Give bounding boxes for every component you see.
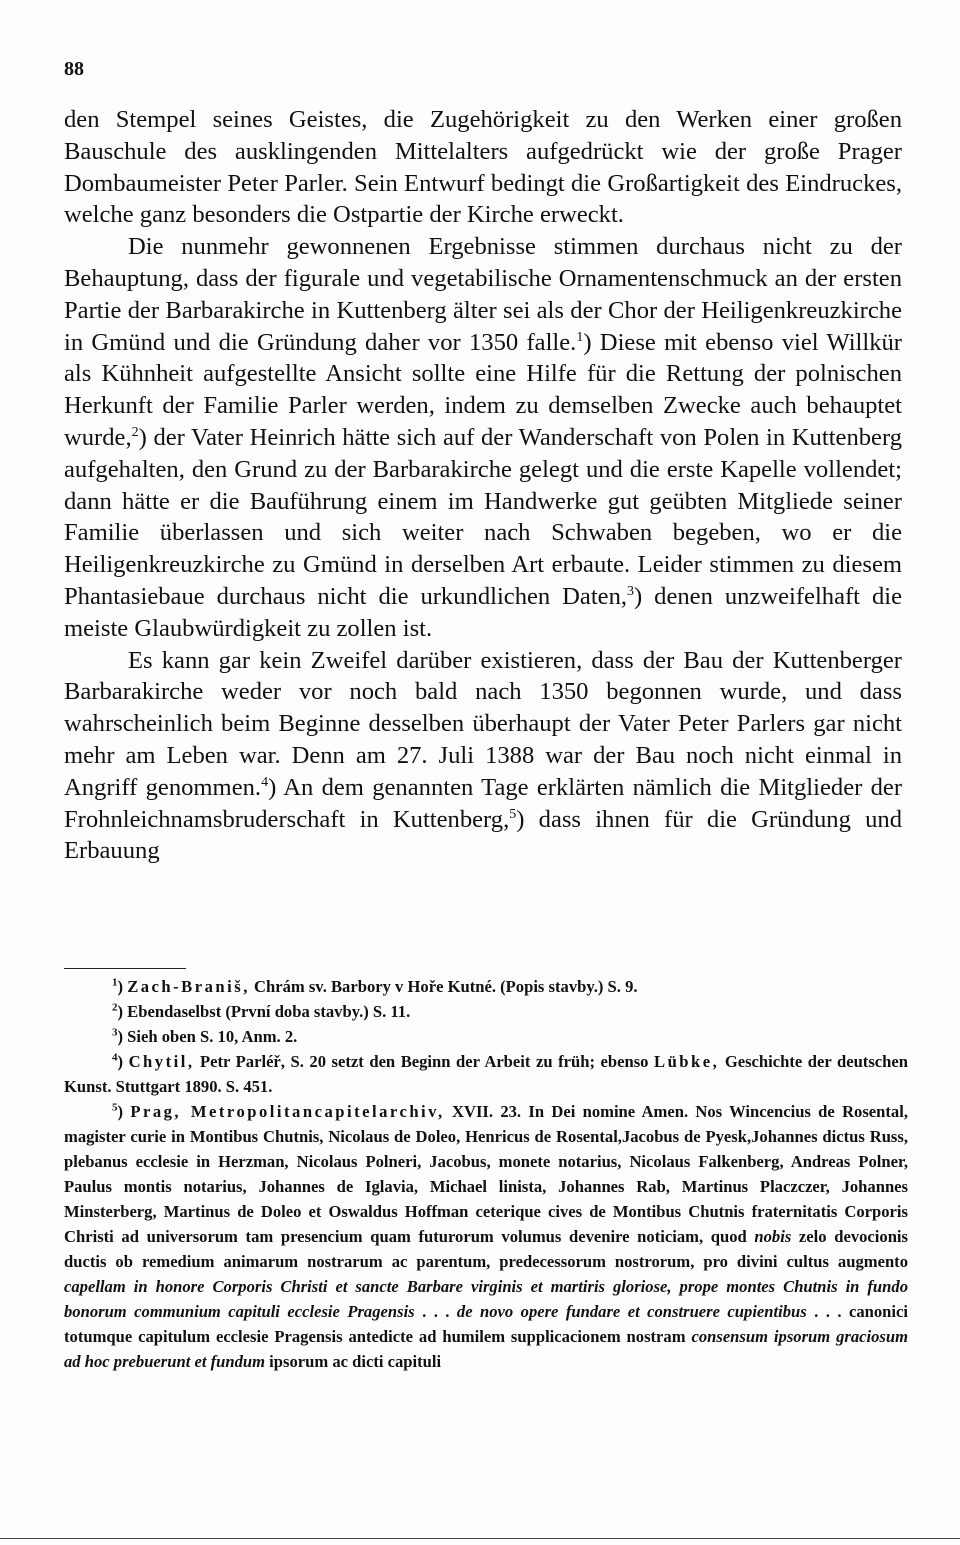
italic-quote: capellam in honore Corporis Christi et sancte Barbare virginis et martiris gloriose, prope montes Chutnis in fundo bonorum communium capituli ecclesie Pragensis [64,1277,908,1321]
footnote [64,1049,908,1099]
paragraph [64,231,902,644]
footnotes-section [64,974,908,1374]
author-name: Lübke, [654,1052,720,1071]
author-name: Zach-Braniš, [127,977,250,996]
text-run: Es kann gar kein Zweifel darüber existieren, dass der Bau der Kuttenberger Barbarakirche weder vor noch bald nach 1350 begonnen wurde, und dass wahrscheinlich beim Beginne desselben überhaupt der Vater Peter Parlers gar nicht mehr am Leben war. Denn am 27. Juli 1388 war der Bau noch nicht einmal in Angriff genommen. [64,646,902,801]
text-run: Geschichte der deutschen Kunst. Stuttgart 1890. S. 451. [64,1052,908,1096]
text-run: ) Diese mit ebenso viel Willkür als Kühnheit aufgestellte Ansicht sollte eine Hilfe für die Rettung der polnischen Herkunft der Familie Parler werden, indem zu demselben Zwecke auch behauptet wurde, [64,328,902,451]
footnote [64,974,908,999]
footnote [64,1024,908,1049]
footnote-reference: 5 [112,1101,118,1114]
footnote-reference: 2 [131,424,139,440]
footnote-separator [64,968,186,969]
text-run: ) dass ihnen für die Gründung und Erbauung [64,805,902,865]
text-run: zelo devocionis ductis ob remedium animarum nostrarum ac parentum, predecessorum nostrorum, pro divini cultus augmento [64,1227,908,1271]
paragraph [64,645,902,868]
text-run: Chrám sv. Barbory v Hoře Kutné. (Popis stavby.) S. 9. [249,977,638,996]
text-run: ) [117,1102,131,1121]
text-run: ) Sieh oben S. 10, Anm. 2. [117,1027,298,1046]
italic-quote: de novo opere fundare et construere cupientibus [456,1302,807,1321]
text-run: ipsorum ac dicti capituli [265,1352,442,1371]
italic-quote: nobis [754,1227,792,1246]
text-run: ) denen unzweifelhaft die meiste Glaubwürdigkeit zu zollen ist. [64,582,903,642]
footnote-reference: 4 [261,774,269,790]
text-run: ) der Vater Heinrich hätte sich auf der Wanderschaft von Polen in Kuttenberg aufgehalten, den Grund zu der Barbarakirche gelegt und die erste Kapelle vollendet; dann hätte er die Bauführung einem im Handwerke gut geübten Mitgliede seiner Familie überlassen und sich weiter nach Schwaben begeben, wo er die Heiligenkreuzkirche zu Gmünd in derselben Art erbaute. Leider stimmen zu diesem Phantasiebaue durchaus nicht die urkundlichen Daten, [64,423,902,610]
page-number: 88 [64,58,84,80]
footnote [64,999,908,1024]
author-name: Prag, Metropolitancapitelarchiv, [130,1102,445,1121]
text-run: ) [117,977,128,996]
text-run: . . . canonici totumque capitulum ecclesie Pragensis antedicte ad humilem supplicacionem nostram [64,1302,908,1346]
footnote [64,1099,908,1374]
footnote-reference: 3 [627,583,635,599]
text-run: Petr Parléř, S. 20 setzt den Beginn der Arbeit zu früh; ebenso [194,1052,654,1071]
page-bottom-edge [0,1538,960,1539]
main-text [64,104,902,867]
text-run: ) [117,1052,129,1071]
footnote-reference: 1 [112,976,118,989]
footnote-reference: 2 [112,1001,118,1014]
footnote-reference: 3 [112,1026,118,1039]
italic-quote: consensum ipsorum graciosum ad hoc prebuerunt et fundum [64,1327,908,1371]
footnote-reference: 1 [576,329,584,345]
text-run: XVII. 23. In Dei nomine Amen. Nos Wincencius de Rosental, magister curie in Montibus Chutnis, Nicolaus de Doleo, Henricus de Rosental,Jacobus de Pyesk,Johannes dictus Russ, plebanus ecclesie in Herzman, Nicolaus Polneri, Jacobus, monete notarius, Nicolaus Falkenberg, Andreas Polner, Paulus montis notarius, Johannes de Iglavia, Michael linista, Johannes Rab, Martinus Placzczer, Johannes Minsterberg, Martinus de Doleo et Oswaldus Hoffman ceterique cives de Montibus Chutnis fraternitatis Corporis Christi ad universorum tam presencium quam futurorum volumus devenire noticiam, quod [64,1102,908,1246]
text-run: ) Ebendaselbst (První doba stavby.) S. 11. [117,1002,411,1021]
text-run: Die nunmehr gewonnenen Ergebnisse stimmen durchaus nicht zu der Behauptung, dass der figurale und vegetabilische Ornamentenschmuck an der ersten Partie der Barbarakirche in Kuttenberg älter sei als der Chor der Heiligenkreuzkirche in Gmünd und die Gründung daher vor 1350 falle. [64,233,902,356]
text-run: den Stempel seines Geistes, die Zugehörigkeit zu den Werken einer großen Bauschule des ausklingenden Mittelalters aufgedrückt wie der große Prager Dombaumeister Peter Parler. Sein Entwurf bedingt die Großartigkeit des Eindruckes, welche ganz besonders die Ostpartie der Kirche erweckt. [64,106,902,229]
text-run: . . . [414,1302,457,1321]
paragraph [64,104,902,231]
footnote-reference: 5 [509,806,517,822]
footnote-reference: 4 [112,1051,118,1064]
text-run: ) An dem genannten Tage erklärten nämlich die Mitglieder der Frohnleichnamsbruderschaft in Kuttenberg, [64,773,903,833]
author-name: Chytil, [128,1052,195,1071]
